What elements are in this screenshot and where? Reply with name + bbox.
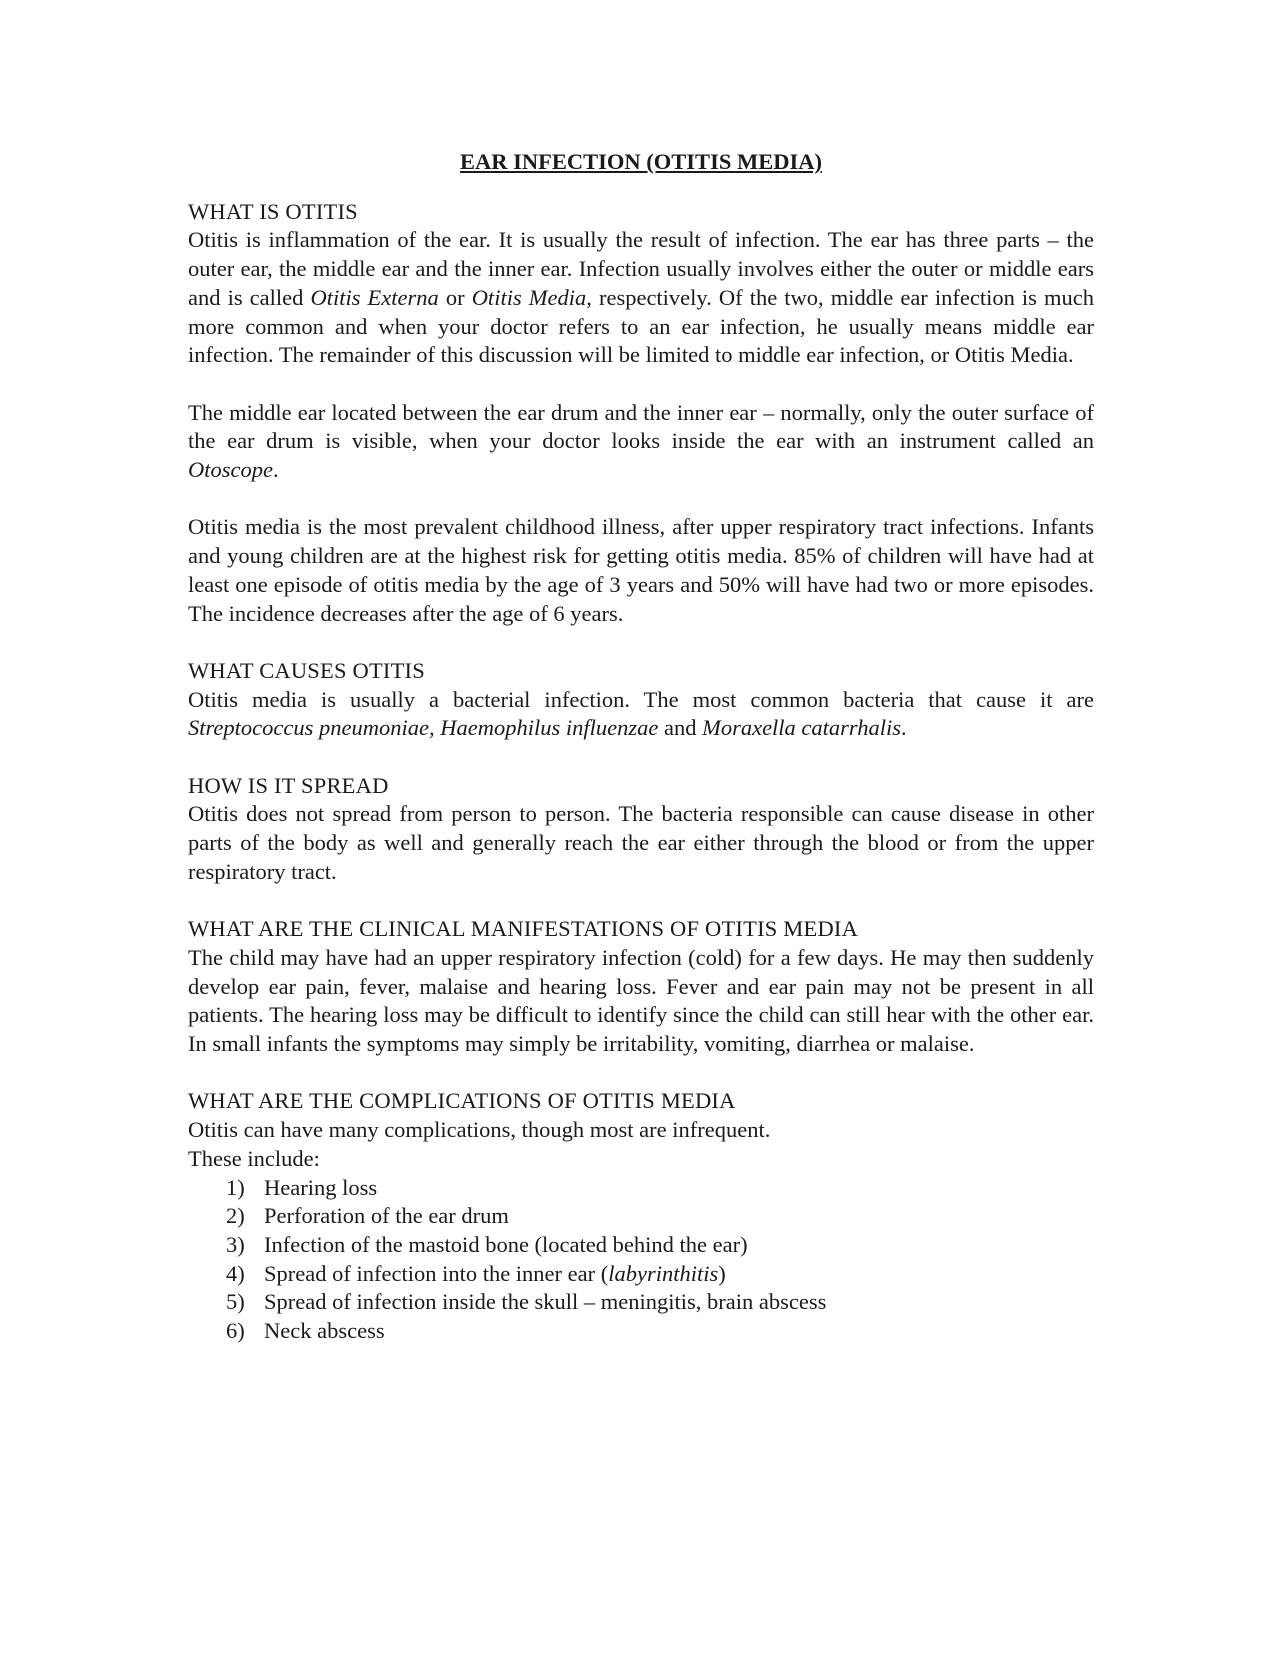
list-item: 4) Spread of infection into the inner ear (labyrinthitis) [226,1260,726,1286]
section-what-causes-otitis [188,657,1094,743]
section-complications [188,1087,1094,1345]
document-title: EAR INFECTION (OTITIS MEDIA) [460,149,822,174]
complications-list [188,1174,1094,1346]
section-heading: WHAT CAUSES OTITIS [188,657,425,683]
section-clinical-manifestations [188,915,1094,1059]
paragraph-prevalence: Otitis media is the most prevalent childhood illness, after upper respiratory tract infections. Infants and young children are at the highest risk for getting otitis media. 85% of children will have had at least one episode of otitis media by the age of 3 years and 50% will have had two or more episodes. The incidence decreases after the age of 6 years. [188,514,1094,626]
list-item: 3) Infection of the mastoid bone (located behind the ear) [226,1231,748,1257]
paragraph-causes: Otitis media is usually a bacterial infection. The most common bacteria that cause it are Streptococcus pneumoniae, Haemophilus influenzae and Moraxella catarrhalis. [188,686,1094,741]
list-item: 1) Hearing loss [226,1174,378,1200]
paragraph-complications-lead: These include: [188,1145,320,1171]
paragraph-manifestations: The child may have had an upper respiratory infection (cold) for a few days. He may then suddenly develop ear pain, fever, malaise and hearing loss. Fever and ear pain may not be present in all patients. The hearing loss may be difficult to identify since the child can still hear with the other ear. In small infants the symptoms may simply be irritability, vomiting, diarrhea or malaise. [188,944,1094,1057]
section-how-is-it-spread [188,772,1094,887]
section-heading: WHAT ARE THE COMPLICATIONS OF OTITIS MEDIA [188,1088,736,1114]
list-item: 6) Neck abscess [226,1318,385,1344]
section-what-is-otitis [188,198,1094,629]
paragraph-definition: Otitis is inflammation of the ear. It is usually the result of infection. The ear has three parts – the outer ear, the middle ear and the inner ear. Infection usually involves either the outer or middle ears and is called Otitis Externa or Otitis Media, respectively. Of the two, middle ear infection is much more common and when your doctor refers to an ear infection, he usually means middle ear infection. The remainder of this discussion will be limited to middle ear infection, or Otitis Media. [188,227,1094,368]
list-item: 2) Perforation of the ear drum [226,1203,509,1229]
section-heading: WHAT ARE THE CLINICAL MANIFESTATIONS OF OTITIS MEDIA [188,916,859,942]
section-heading: HOW IS IT SPREAD [188,772,389,798]
section-heading: WHAT IS OTITIS [188,198,358,224]
paragraph-complications-intro: Otitis can have many complications, though most are infrequent. [188,1117,771,1143]
paragraph-spread: Otitis does not spread from person to person. The bacteria responsible can cause disease in other parts of the body as well and generally reach the ear either through the blood or from the upper respiratory tract. [188,801,1094,884]
document-page [188,148,1094,1374]
list-item: 5) Spread of infection inside the skull – meningitis, brain abscess [226,1289,827,1315]
paragraph-middle-ear: The middle ear located between the ear drum and the inner ear – normally, only the outer surface of the ear drum is visible, when your doctor looks inside the ear with an instrument called an Otoscope. [188,399,1094,483]
